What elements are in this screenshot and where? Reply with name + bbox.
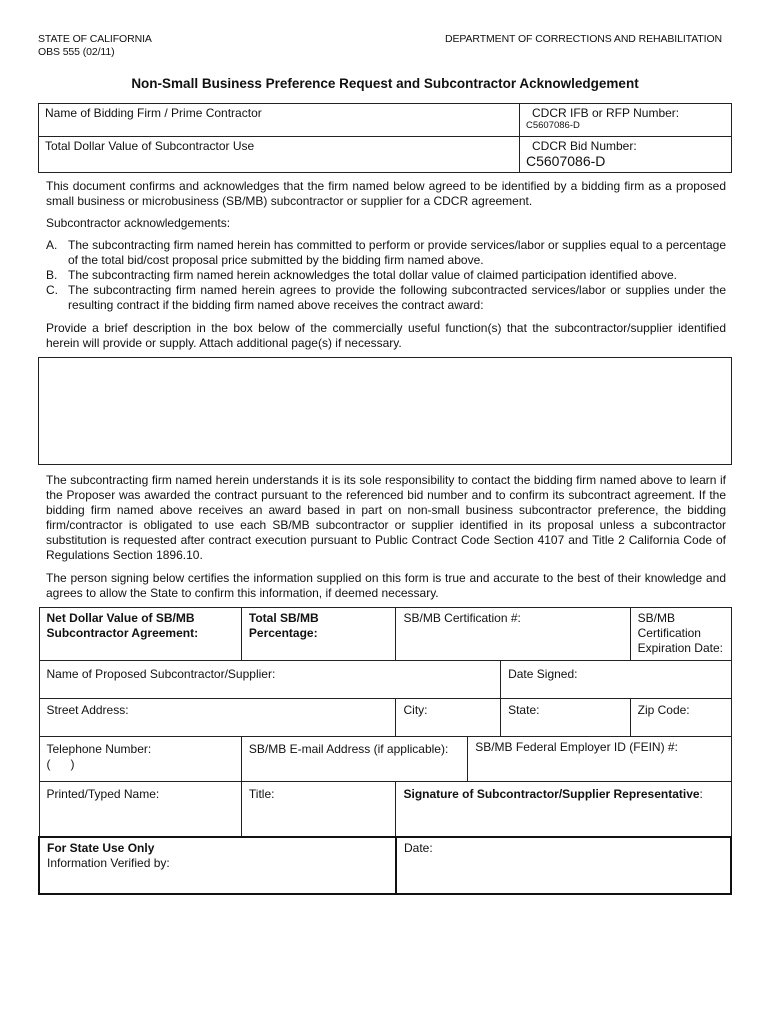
responsibility-paragraph: The subcontracting firm named herein understands it is its sole responsibility to contact the bidding firm named above to learn if the Proposer was awarded the contract pursuant to the referenced bid number and to confirm its subcontract agreement. If the bidding firm named above receives an award based in part on non-small business subcontractor preference, the bidding firm/contractor is obligated to use each SB/MB subcontractor or supplier identified in its proposal unless a subcontractor substitution is requested after contract execution pursuant to Public Contract Code Section 4107 and Title 2 California Code of Regulations Section 1896.10. bbox=[46, 473, 726, 562]
date-signed-label: Date Signed: bbox=[508, 667, 578, 681]
ack-item-b bbox=[46, 268, 726, 283]
total-dollar-label: Total Dollar Value of Subcontractor Use bbox=[45, 139, 255, 153]
form-id: OBS 555 (02/11) bbox=[38, 46, 115, 58]
subcontractor-name-label: Name of Proposed Subcontractor/Supplier: bbox=[46, 667, 276, 681]
document-title: Non-Small Business Preference Request and Subcontractor Acknowledgement bbox=[131, 76, 639, 91]
firm-name-field[interactable] bbox=[39, 104, 520, 137]
subcontractor-info-table bbox=[38, 607, 732, 895]
fein-label: SB/MB Federal Employer ID (FEIN) #: bbox=[475, 740, 678, 754]
ifb-label: CDCR IFB or RFP Number: bbox=[532, 106, 680, 120]
firm-name-label: Name of Bidding Firm / Prime Contractor bbox=[45, 106, 262, 120]
total-percentage-label: Total SB/MB Percentage: bbox=[248, 611, 319, 640]
title-field[interactable] bbox=[241, 782, 396, 837]
ifb-number-field[interactable] bbox=[520, 104, 732, 137]
certification-number-field[interactable] bbox=[396, 608, 630, 661]
state-label-field: State: bbox=[508, 703, 540, 717]
state-date-label: Date: bbox=[403, 840, 433, 855]
description-textbox[interactable] bbox=[38, 357, 732, 465]
email-field[interactable] bbox=[241, 737, 467, 782]
street-address-label: Street Address: bbox=[46, 703, 129, 717]
printed-name-field[interactable] bbox=[39, 782, 241, 837]
city-field[interactable] bbox=[396, 699, 501, 737]
printed-name-label: Printed/Typed Name: bbox=[46, 787, 160, 801]
department-label: DEPARTMENT OF CORRECTIONS AND REHABILITATION bbox=[445, 33, 722, 45]
ack-text: The subcontracting firm named herein agrees to provide the following subcontracted services/labor or supplies under the resulting contract if the bidding firm named above receives the contract award: bbox=[68, 283, 726, 312]
title-label: Title: bbox=[248, 787, 275, 801]
ack-heading: Subcontractor acknowledgements: bbox=[46, 216, 231, 230]
state-date-field[interactable] bbox=[396, 837, 731, 894]
state-use-label: For State Use Only bbox=[47, 840, 155, 855]
bid-info-table bbox=[38, 103, 732, 173]
subcontractor-name-field[interactable] bbox=[39, 661, 501, 699]
certification-number-label: SB/MB Certification #: bbox=[403, 611, 521, 625]
zip-code-field[interactable] bbox=[630, 699, 731, 737]
description-prompt: Provide a brief description in the box below of the commercially useful function(s) that the subcontractor/supplier identified herein will provide or supply. Attach additional page(s) if necessary. bbox=[46, 321, 726, 350]
bid-label: CDCR Bid Number: bbox=[532, 139, 637, 153]
ack-text: The subcontracting firm named herein has committed to perform or provide services/labor or supplies equal to a percentage of the total bid/cost proposal price submitted by the bidding firm named above. bbox=[68, 238, 726, 267]
ack-list bbox=[46, 238, 726, 313]
ack-item-c bbox=[46, 283, 726, 313]
net-value-label: Net Dollar Value of SB/MB Subcontractor Agreement: bbox=[46, 611, 199, 640]
ack-marker: C. bbox=[46, 283, 58, 297]
total-percentage-field[interactable] bbox=[241, 608, 396, 661]
total-dollar-field[interactable] bbox=[39, 137, 520, 173]
street-address-field[interactable] bbox=[39, 699, 396, 737]
fein-field[interactable] bbox=[468, 737, 731, 782]
state-label: STATE OF CALIFORNIA bbox=[38, 33, 152, 45]
email-label: SB/MB E-mail Address (if applicable): bbox=[248, 742, 449, 756]
net-value-field[interactable] bbox=[39, 608, 241, 661]
signature-colon: : bbox=[699, 787, 703, 801]
telephone-field[interactable] bbox=[39, 737, 241, 782]
intro-paragraph: This document confirms and acknowledges that the firm named below agreed to be identified by a bidding firm as a proposed small business or microbusiness (SB/MB) subcontractor or supplier for a CDCR agreement. bbox=[46, 179, 726, 208]
signature-label: Signature of Subcontractor/Supplier Representative bbox=[403, 787, 700, 801]
ack-marker: B. bbox=[46, 268, 58, 282]
certification-expiration-field[interactable] bbox=[630, 608, 731, 661]
state-field[interactable] bbox=[501, 699, 631, 737]
telephone-label: Telephone Number: bbox=[46, 742, 152, 756]
ifb-value: C5607086-D bbox=[526, 120, 580, 131]
ack-text: The subcontracting firm named herein acknowledges the total dollar value of claimed participation identified above. bbox=[68, 268, 678, 282]
zip-code-label: Zip Code: bbox=[637, 703, 690, 717]
bid-value: C5607086-D bbox=[526, 153, 606, 169]
state-use-field[interactable] bbox=[39, 837, 396, 894]
date-signed-field[interactable] bbox=[501, 661, 731, 699]
ack-marker: A. bbox=[46, 238, 58, 252]
certification-expiration-label: SB/MB Certification Expiration Date: bbox=[637, 611, 723, 655]
ack-item-a bbox=[46, 238, 726, 268]
certify-paragraph: The person signing below certifies the information supplied on this form is true and accurate to the best of their knowledge and agrees to allow the State to confirm this information, if deemed necessary. bbox=[46, 571, 726, 600]
signature-field[interactable] bbox=[396, 782, 731, 837]
bid-number-field[interactable] bbox=[520, 137, 732, 173]
city-label: City: bbox=[403, 703, 428, 717]
verified-by-label: Information Verified by: bbox=[47, 855, 170, 870]
telephone-area-code: ( ) bbox=[46, 757, 75, 771]
